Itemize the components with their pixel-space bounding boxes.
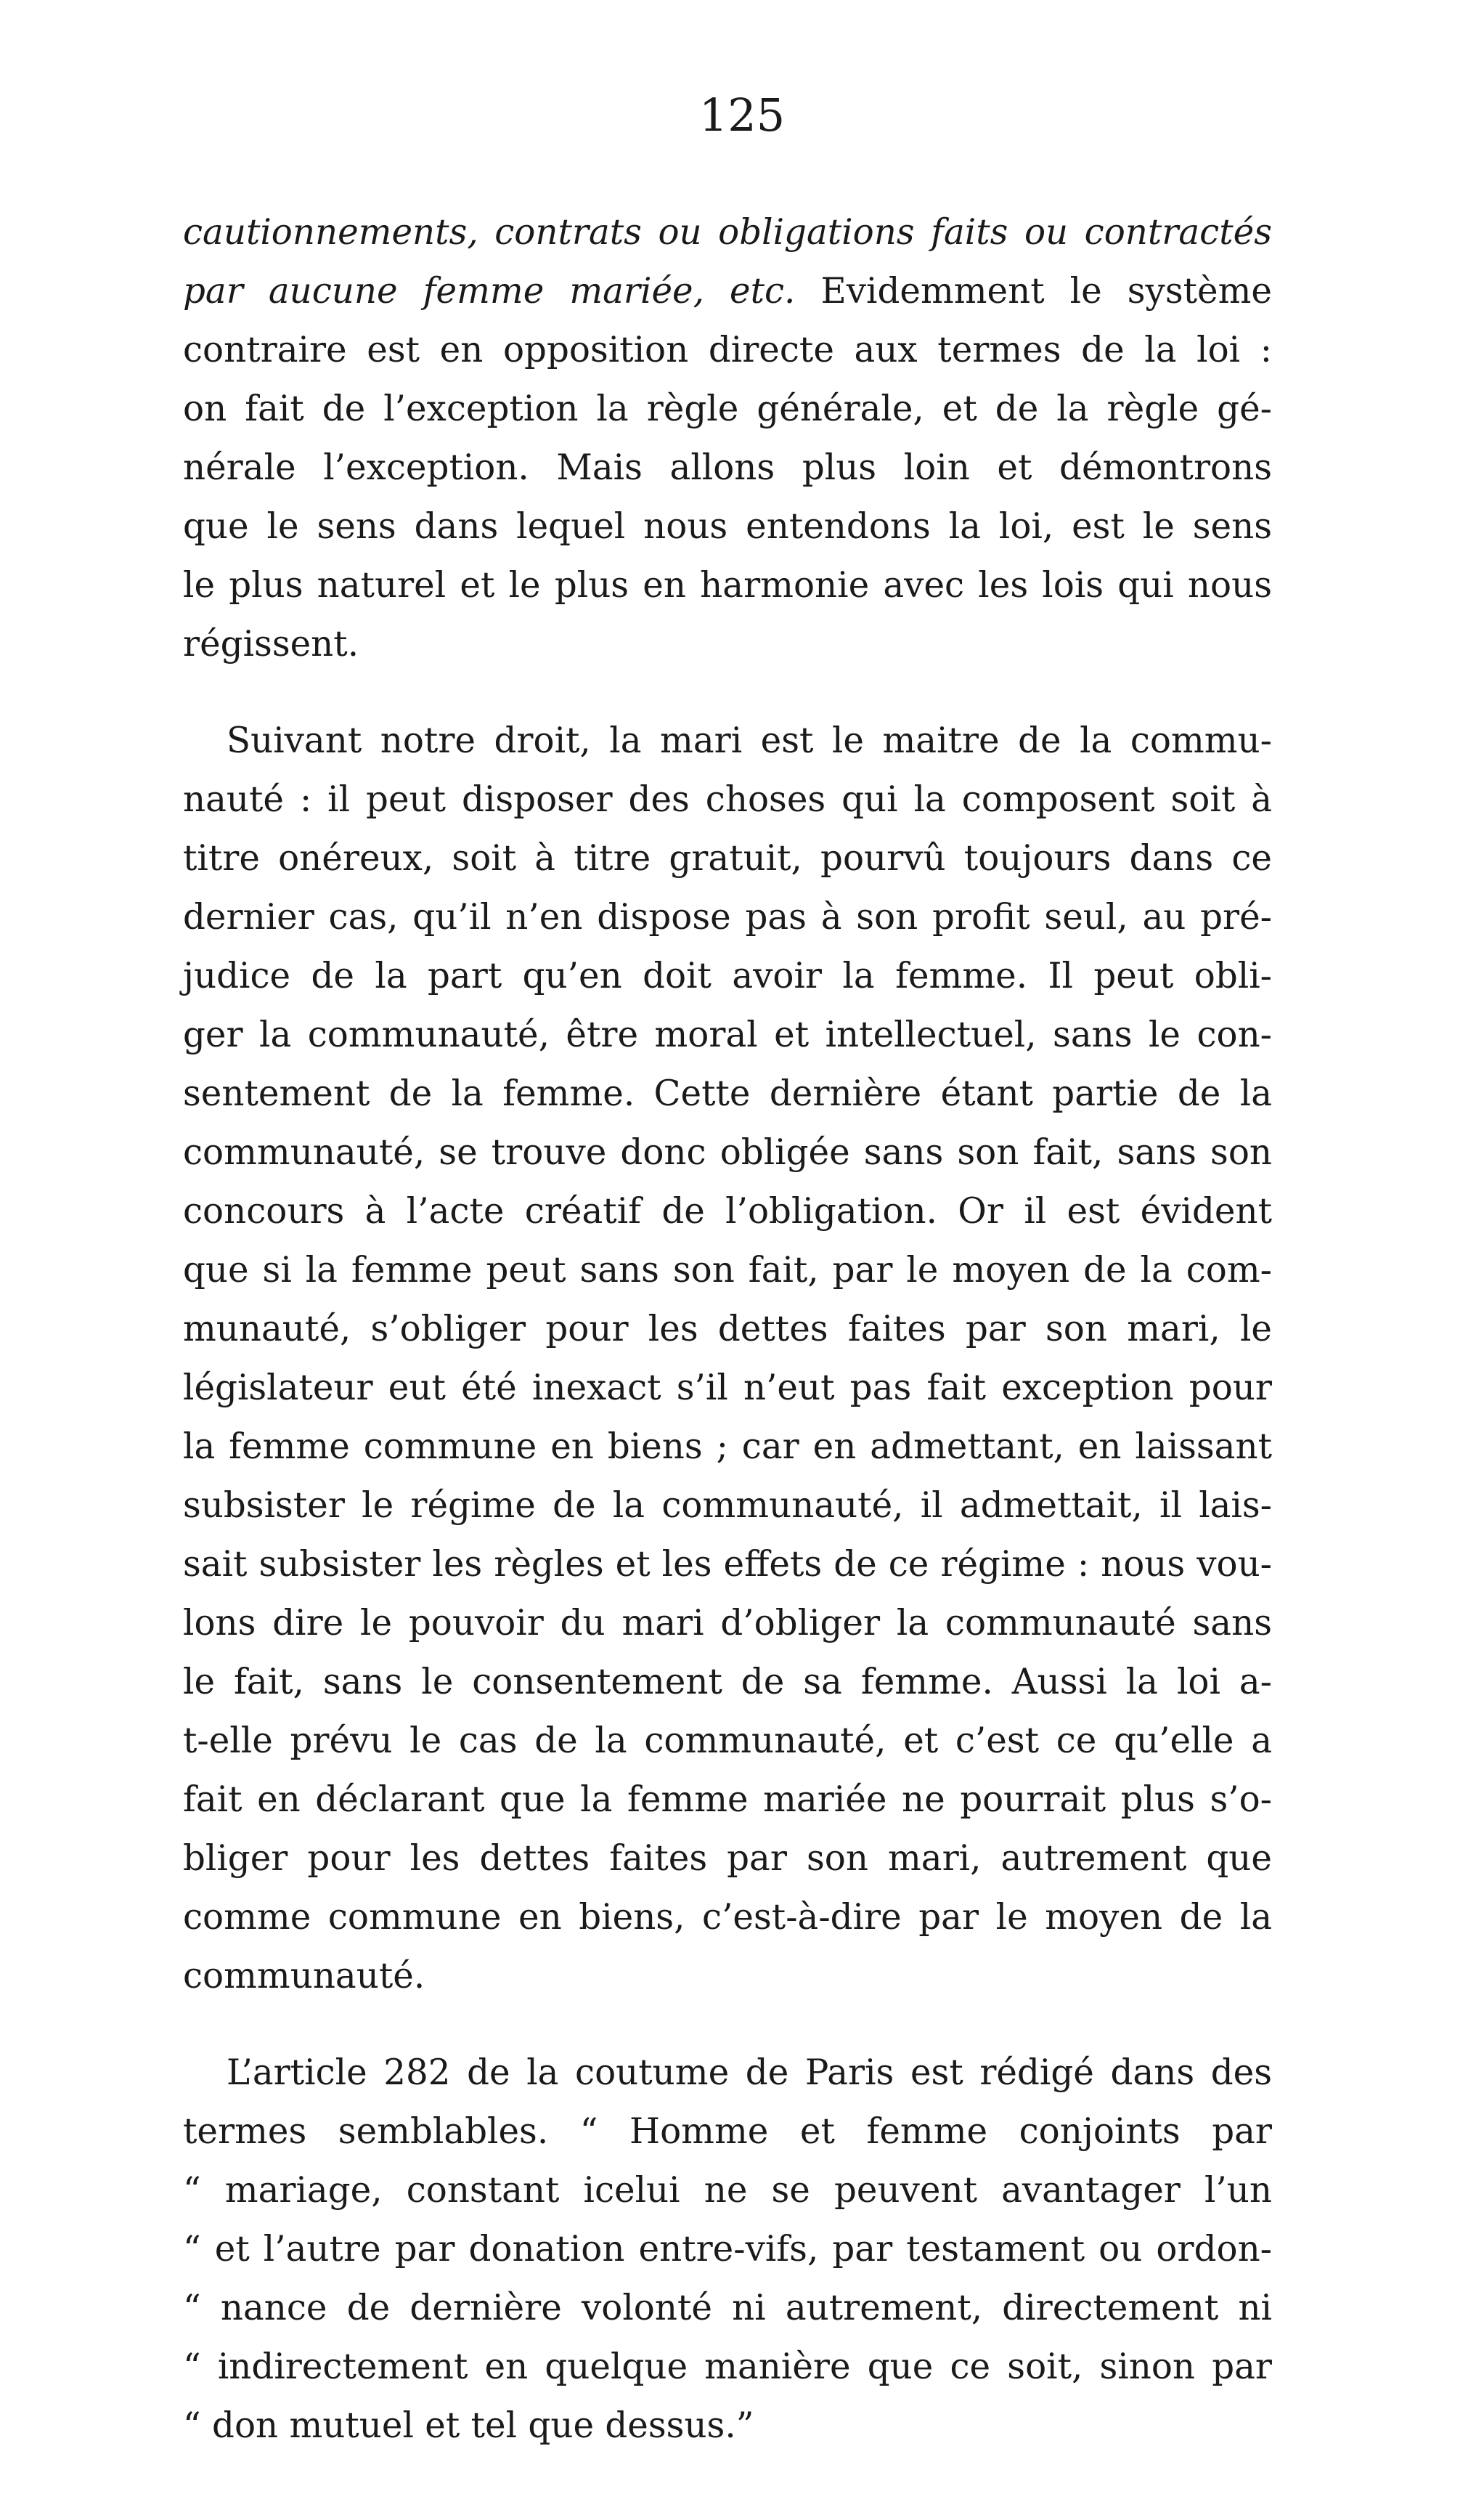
- text-segment: fait en déclarant que la femme mariée ne pourrait plus s’o-: [183, 1779, 1272, 1820]
- text-segment: judice de la part qu’en doit avoir la femme. Il peut obli-: [183, 956, 1272, 996]
- text-line: [183, 2279, 1272, 2338]
- text-segment: “ mariage, constant icelui ne se peuvent avantager l’un: [183, 2170, 1272, 2211]
- text-line: [183, 1653, 1272, 1712]
- text-segment: “ indirectement en quelque manière que ce soit, sinon par: [183, 2346, 1272, 2387]
- text-line: [183, 380, 1272, 439]
- paragraph: [183, 712, 1272, 2006]
- text-line: [183, 2161, 1272, 2220]
- text-line: [183, 2044, 1272, 2102]
- text-line: [183, 712, 1272, 771]
- text-segment: “ nance de dernière volonté ni autrement, directement ni: [183, 2288, 1272, 2328]
- text-line: [183, 615, 1272, 674]
- text-segment: contraire est en opposition directe aux termes de la loi :: [183, 330, 1272, 370]
- text-line: [183, 497, 1272, 556]
- text-line: [183, 1418, 1272, 1476]
- text-segment: bliger pour les dettes faites par son mari, autrement que: [183, 1838, 1272, 1879]
- text-line: [183, 1359, 1272, 1418]
- text-line: [183, 262, 1272, 321]
- paragraph: [183, 203, 1272, 674]
- text-line: [183, 2102, 1272, 2161]
- text-line: [183, 203, 1272, 262]
- text-line: [183, 888, 1272, 947]
- text-line: [183, 1829, 1272, 1888]
- text-segment: ger la communauté, être moral et intellectuel, sans le con-: [183, 1015, 1272, 1055]
- text-segment: législateur eut été inexact s’il n’eut pas fait exception pour: [183, 1368, 1272, 1408]
- text-line: [183, 1535, 1272, 1594]
- text-line: [183, 321, 1272, 380]
- text-line: [183, 1182, 1272, 1241]
- text-segment: communauté.: [183, 1956, 425, 1996]
- text-line: [183, 1888, 1272, 1947]
- text-segment: sait subsister les règles et les effets de ce régime : nous vou-: [183, 1544, 1272, 1585]
- text-line: [183, 771, 1272, 829]
- text-segment: régissent.: [183, 624, 359, 665]
- page-number: 125: [698, 89, 786, 142]
- text-segment: nérale l’exception. Mais allons plus loin et démontrons: [183, 447, 1272, 488]
- text-segment: sentement de la femme. Cette dernière étant partie de la: [183, 1073, 1272, 1114]
- text-segment: Evidemment le système: [795, 271, 1272, 312]
- text-segment: “ don mutuel et tel que dessus.”: [183, 2405, 754, 2446]
- text-segment: que le sens dans lequel nous entendons la loi, est le sens: [183, 506, 1272, 547]
- text-line: [183, 1594, 1272, 1653]
- text-line: [183, 829, 1272, 888]
- text-segment: nauté : il peut disposer des choses qui la composent soit à: [183, 779, 1272, 820]
- text-line: [183, 1300, 1272, 1359]
- text-line: [183, 2338, 1272, 2397]
- body-text: [183, 203, 1272, 2455]
- text-segment: communauté, se trouve donc obligée sans son fait, sans son: [183, 1132, 1272, 1173]
- text-line: [183, 947, 1272, 1006]
- text-segment: Suivant notre droit, la mari est le maitre de la commu-: [227, 720, 1272, 761]
- text-segment: comme commune en biens, c’est-à-dire par le moyen de la: [183, 1897, 1272, 1938]
- text-line: [183, 1065, 1272, 1123]
- text-segment: munauté, s’obliger pour les dettes faites par son mari, le: [183, 1309, 1272, 1349]
- text-segment: le plus naturel et le plus en harmonie avec les lois qui nous: [183, 565, 1272, 606]
- text-line: [183, 1712, 1272, 1771]
- text-line: [183, 1476, 1272, 1535]
- text-line: [183, 2220, 1272, 2279]
- text-line: [183, 556, 1272, 615]
- italic-text: par aucune femme mariée, etc.: [183, 271, 796, 312]
- text-line: [183, 1947, 1272, 2006]
- text-segment: subsister le régime de la communauté, il admettait, il lais-: [183, 1485, 1272, 1526]
- text-segment: le fait, sans le consentement de sa femme. Aussi la loi a-: [183, 1662, 1272, 1702]
- text-segment: la femme commune en biens ; car en admettant, en laissant: [183, 1426, 1272, 1467]
- text-segment: “ et l’autre par donation entre-vifs, par testament ou ordon-: [183, 2229, 1272, 2270]
- text-segment: L’article 282 de la coutume de Paris est rédigé dans des: [227, 2052, 1272, 2093]
- text-line: [183, 2397, 1272, 2455]
- text-segment: que si la femme peut sans son fait, par le moyen de la com-: [183, 1250, 1272, 1291]
- text-segment: t-elle prévu le cas de la communauté, et c’est ce qu’elle a: [183, 1720, 1272, 1761]
- paragraph: [183, 2044, 1272, 2455]
- text-line: [183, 1771, 1272, 1829]
- text-line: [183, 1006, 1272, 1065]
- text-line: [183, 1241, 1272, 1300]
- text-segment: termes semblables. “ Homme et femme conjoints par: [183, 2111, 1272, 2152]
- text-line: [183, 439, 1272, 497]
- text-segment: lons dire le pouvoir du mari d’obliger la communauté sans: [183, 1603, 1272, 1643]
- text-segment: on fait de l’exception la règle générale, et de la règle gé-: [183, 389, 1272, 429]
- text-segment: dernier cas, qu’il n’en dispose pas à son profit seul, au pré-: [183, 897, 1272, 938]
- text-line: [183, 1123, 1272, 1182]
- text-segment: concours à l’acte créatif de l’obligation. Or il est évident: [183, 1191, 1272, 1232]
- italic-text: cautionnements, contrats ou obligations faits ou contractés: [183, 212, 1272, 253]
- text-segment: titre onéreux, soit à titre gratuit, pourvû toujours dans ce: [183, 838, 1272, 879]
